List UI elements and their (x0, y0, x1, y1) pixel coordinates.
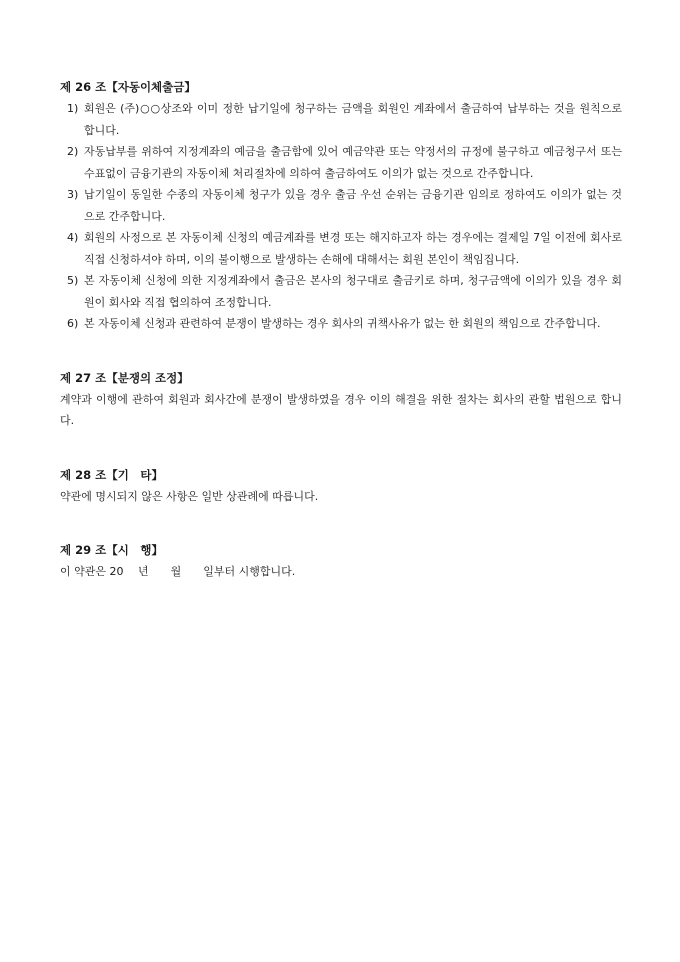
article-body: 약관에 명시되지 않은 사항은 일반 상관례에 따릅니다. (60, 489, 319, 503)
clause-number: 1) (67, 102, 79, 115)
article-27 (60, 369, 622, 432)
clause-number: 3) (67, 188, 79, 201)
clause-number: 5) (67, 274, 79, 287)
clause-number: 2) (67, 145, 79, 158)
clause-text: 납기일이 동일한 수종의 자동이체 청구가 있을 경우 출금 우선 순위는 금융기관 임의로 정하여도 이의가 없는 것으로 간주합니다. (84, 188, 622, 223)
clause-text: 회원은 (주)○○상조와 이미 정한 납기일에 청구하는 금액을 회원인 계좌에서 출금하여 납부하는 것을 원칙으로 합니다. (84, 102, 622, 137)
clause-item (60, 313, 622, 335)
clause-item (60, 270, 622, 313)
article-29 (60, 541, 622, 583)
document-page (60, 78, 622, 617)
article-title: 제 27 조【분쟁의 조정】 (60, 370, 189, 385)
article-title: 제 28 조【기 타】 (60, 467, 163, 482)
clause-item (60, 227, 622, 270)
article-28 (60, 466, 622, 508)
clause-number: 6) (67, 317, 79, 330)
article-body: 계약과 이행에 관하여 회원과 회사간에 분쟁이 발생하였을 경우 이의 해결을 위한 절차는 회사의 관할 법원으로 합니다. (60, 392, 622, 427)
article-body: 이 약관은 20 년 월 일부터 시행합니다. (60, 565, 296, 578)
clause-text: 회원의 사정으로 본 자동이체 신청의 예금계좌를 변경 또는 해지하고자 하는 경우에는 결제일 7일 이전에 회사로 직접 신청하셔야 하며, 이의 불이행으로 발생하는 손해에 대해서는 회원 본인이 책임집니다. (84, 231, 622, 266)
clause-item (60, 98, 622, 141)
clause-item (60, 184, 622, 227)
clause-list (60, 98, 622, 335)
article-title: 제 29 조【시 행】 (60, 543, 163, 557)
article-title: 제 26 조【자동이체출금】 (60, 80, 196, 94)
clause-text: 자동납부를 위하여 지정계좌의 예금을 출금함에 있어 예금약관 또는 약정서의 규정에 불구하고 예금청구서 또는 수표없이 금융기관의 자동이체 처리절차에 의하여 출금하여도 이의가 없는 것으로 간주합니다. (84, 145, 622, 180)
article-26 (60, 78, 622, 335)
clause-text: 본 자동이체 신청과 관련하여 분쟁이 발생하는 경우 회사의 귀책사유가 없는 한 회원의 책임으로 간주합니다. (84, 317, 601, 330)
clause-number: 4) (67, 231, 79, 244)
clause-text: 본 자동이체 신청에 의한 지정계좌에서 출금은 본사의 청구대로 출금키로 하며, 청구금액에 이의가 있을 경우 회원이 회사와 직접 협의하여 조정합니다. (84, 274, 622, 309)
clause-item (60, 141, 622, 184)
